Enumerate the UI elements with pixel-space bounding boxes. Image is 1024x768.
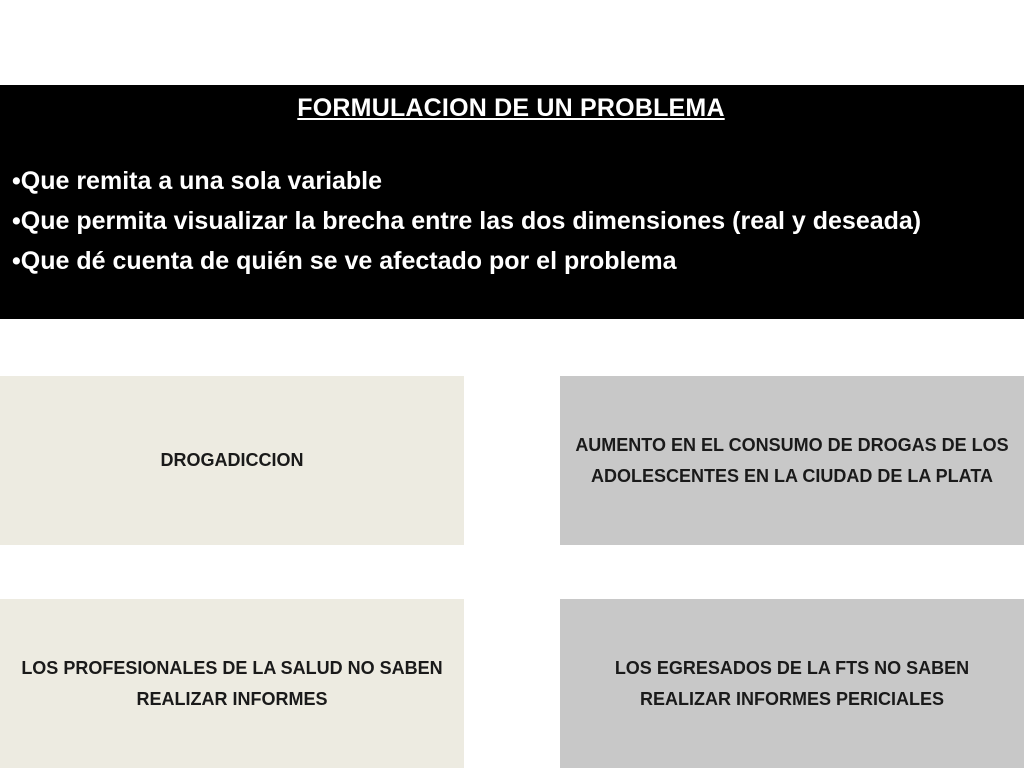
card-text: AUMENTO EN EL CONSUMO DE DROGAS DE LOS ADOLESCENTES EN LA CIUDAD DE LA PLATA <box>575 434 1009 486</box>
criteria-item-affected <box>12 241 1010 281</box>
card-drogadiccion <box>0 376 464 545</box>
card-egresados-fts <box>560 599 1024 768</box>
bullet-icon: • <box>12 207 21 235</box>
card-aumento-consumo <box>560 376 1024 545</box>
bullet-icon: • <box>12 247 21 275</box>
criteria-item-gap <box>12 201 1010 241</box>
slide-title: FORMULACION DE UN PROBLEMA <box>297 94 725 122</box>
criteria-text: Que dé cuenta de quién se ve afectado por el problema <box>20 247 677 275</box>
criteria-item-single-variable <box>12 161 1010 201</box>
card-profesionales-salud <box>0 599 464 768</box>
criteria-text: Que permita visualizar la brecha entre las dos dimensiones (real y deseada) <box>20 207 922 235</box>
card-text: LOS EGRESADOS DE LA FTS NO SABEN REALIZAR INFORMES PERICIALES <box>614 657 970 709</box>
criteria-text: Que remita a una sola variable <box>20 167 383 195</box>
bullet-icon: • <box>12 167 21 195</box>
card-text: LOS PROFESIONALES DE LA SALUD NO SABEN REALIZAR INFORMES <box>21 657 443 709</box>
problem-formulation-box <box>0 85 1024 319</box>
card-text: DROGADICCION <box>160 450 304 470</box>
criteria-list <box>12 161 1010 281</box>
